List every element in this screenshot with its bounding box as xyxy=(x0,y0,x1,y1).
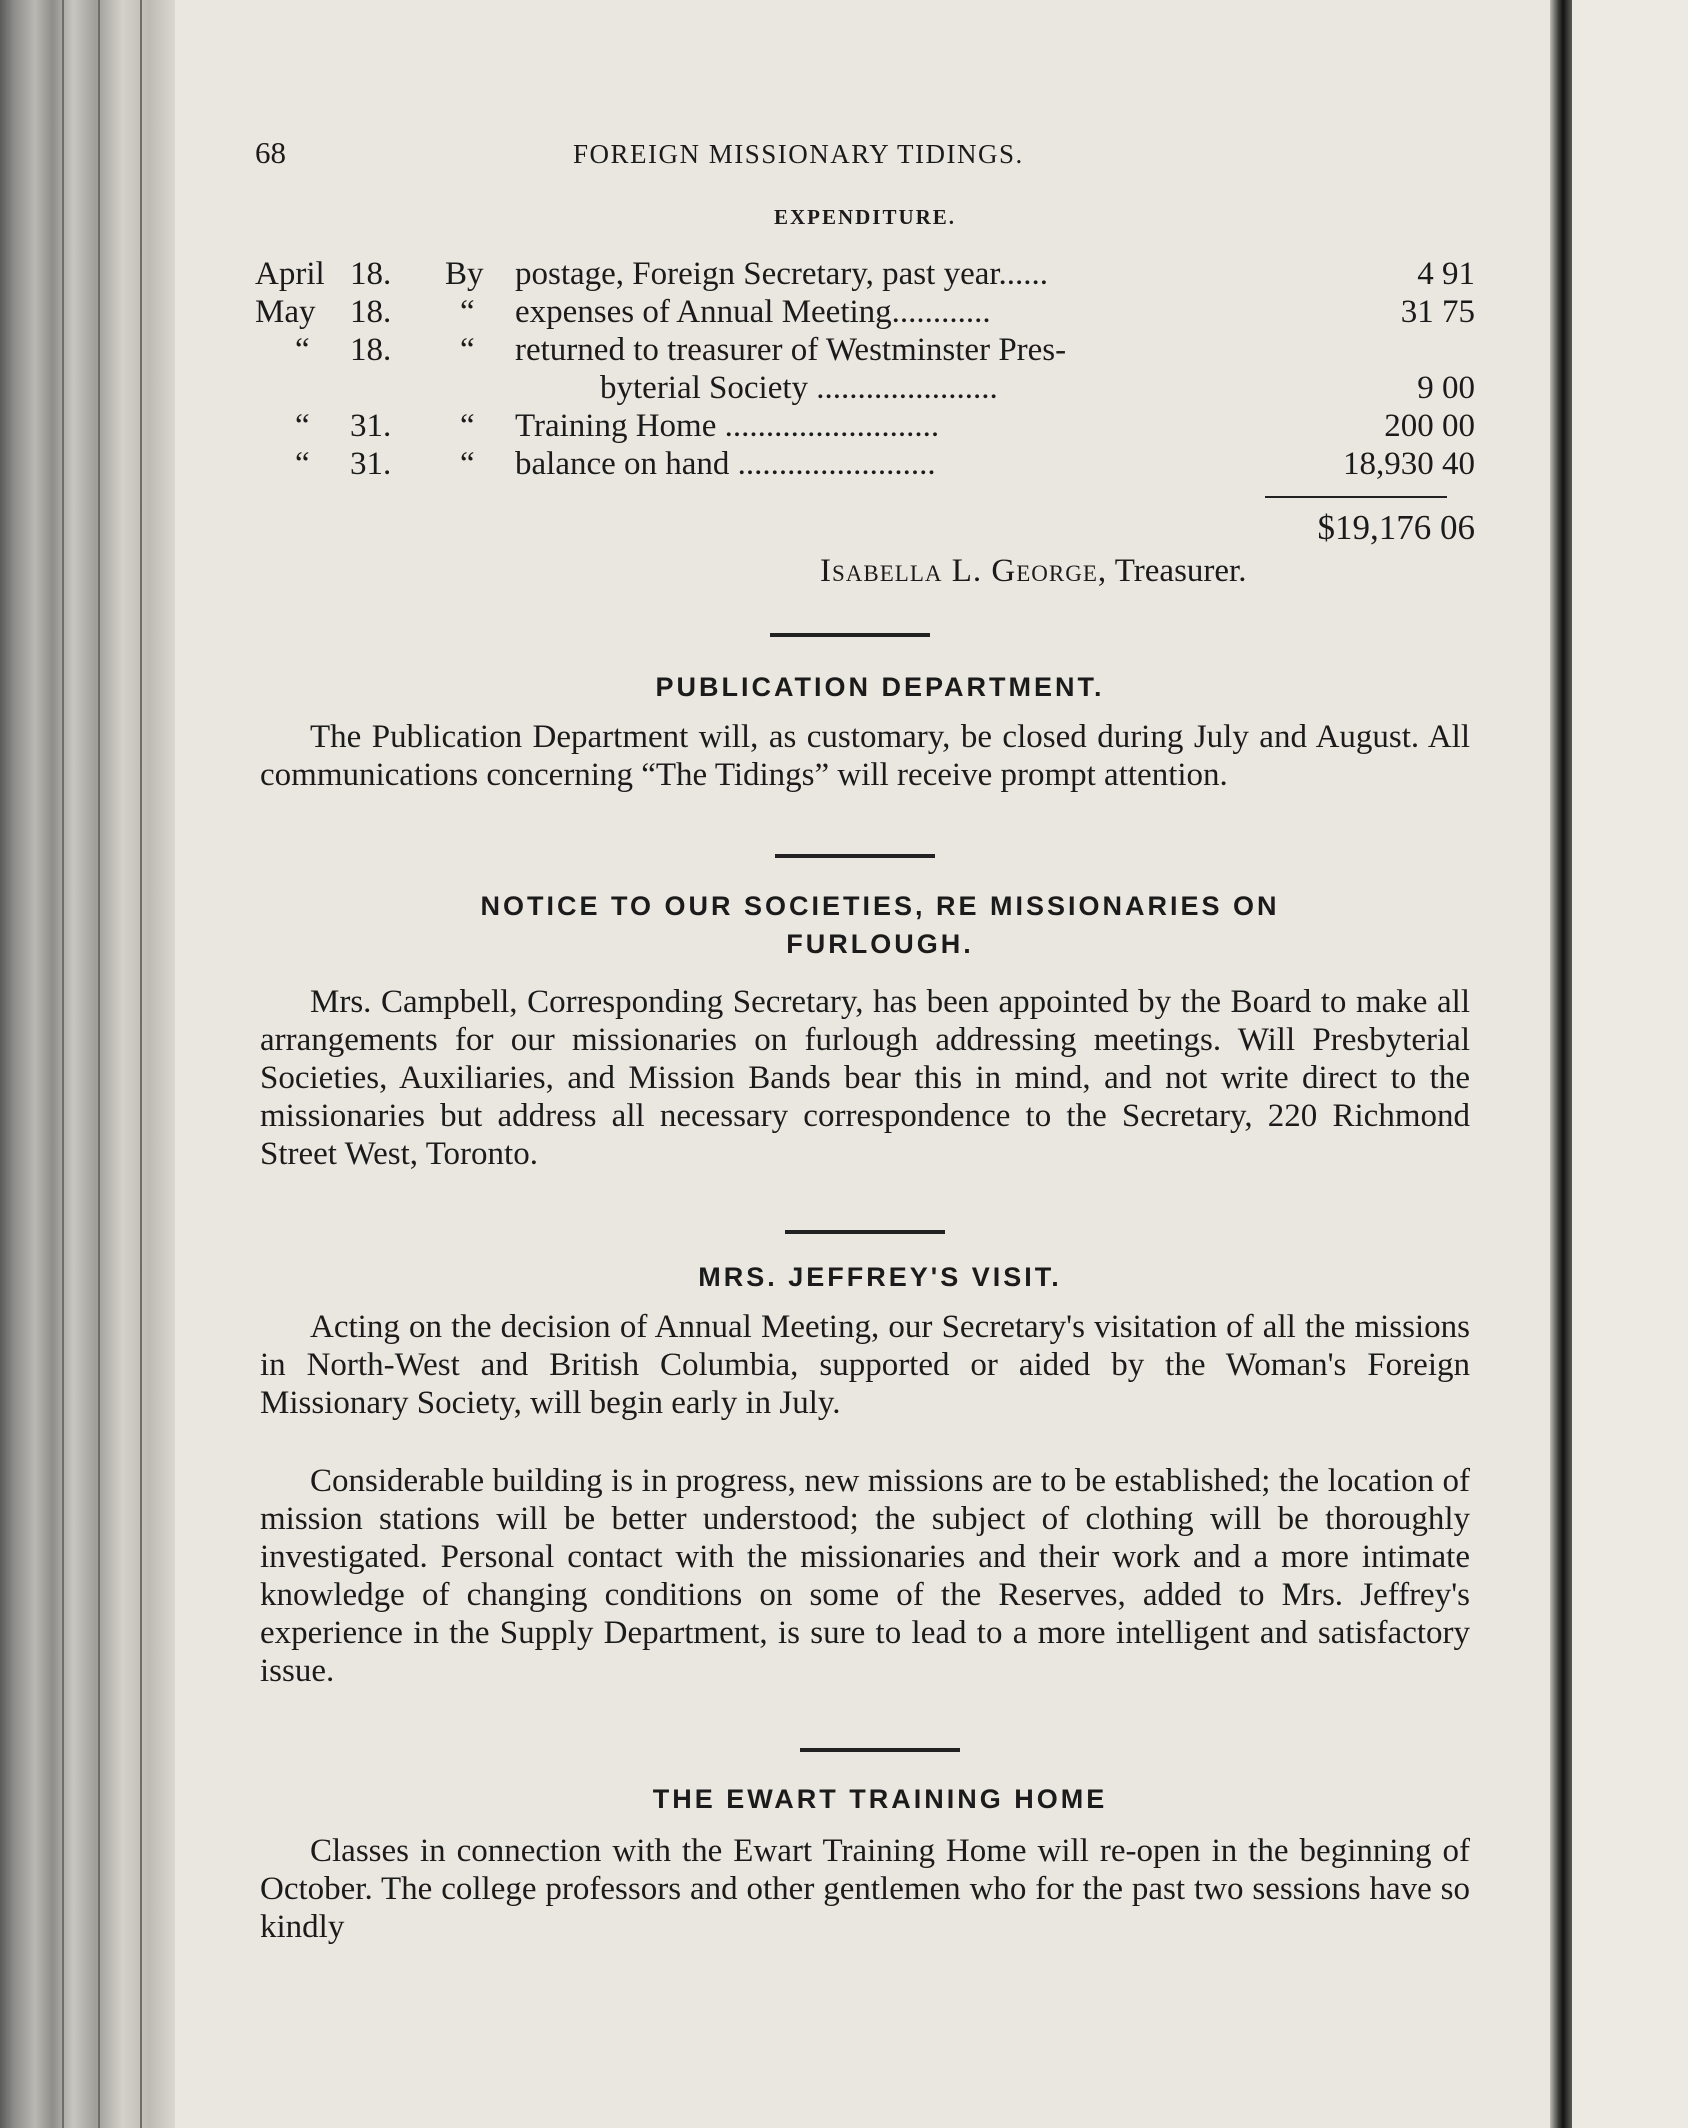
ledger-description: Training Home .......................... xyxy=(515,408,940,444)
running-title: FOREIGN MISSIONARY TIDINGS. xyxy=(573,139,1024,169)
ledger-day: 18. xyxy=(350,294,392,330)
publication-heading: PUBLICATION DEPARTMENT. xyxy=(655,672,1105,702)
notice-heading-line2: FURLOUGH. xyxy=(786,929,974,959)
ledger-row xyxy=(255,331,1475,369)
treasurer-signature xyxy=(820,553,1246,590)
book-fold xyxy=(1550,0,1572,2128)
jeffrey-paragraph-1: Acting on the decision of Annual Meeting, our Secretary's visitation of all the missions in North-West and British Columbia, supported or aided by the Woman's Foreign Missionary Society, will begin early in July. xyxy=(260,1309,1470,1421)
section-divider xyxy=(785,1230,945,1234)
ledger-row xyxy=(255,445,1475,483)
ledger-total: $19,176 06 xyxy=(1317,508,1475,547)
publication-paragraph: The Publication Department will, as customary, be closed during July and August. All communications concerning “The Tidings” will receive prompt attention. xyxy=(260,719,1470,793)
ledger-description: balance on hand ........................ xyxy=(515,446,936,482)
ewart-paragraph: Classes in connection with the Ewart Training Home will re-open in the beginning of October. The college professors and other gentlemen who for the past two sessions have so kindly xyxy=(260,1833,1470,1945)
notice-heading xyxy=(300,887,1460,963)
ledger-amount: 200 00 xyxy=(1384,408,1475,444)
signature-title: Treasurer. xyxy=(1114,553,1247,589)
ledger-prefix: “ xyxy=(460,294,475,330)
book-gutter xyxy=(0,0,175,2128)
ledger-prefix: “ xyxy=(460,408,475,444)
expenditure-heading: EXPENDITURE. xyxy=(773,205,957,229)
ledger-amount: 9 00 xyxy=(1417,370,1475,406)
page-edge-line xyxy=(62,0,64,2128)
running-head xyxy=(255,135,1485,175)
jeffrey-heading: MRS. JEFFREY'S VISIT. xyxy=(698,1262,1062,1292)
section-divider xyxy=(770,633,930,637)
page-edge-line xyxy=(140,0,142,2128)
ledger-prefix: By xyxy=(445,256,484,292)
ledger-day: 31. xyxy=(350,446,392,482)
ledger-month: “ xyxy=(295,446,310,482)
document-page xyxy=(240,0,1490,2128)
total-rule xyxy=(1265,496,1447,498)
page-number: 68 xyxy=(255,135,286,170)
ledger-month: “ xyxy=(295,408,310,444)
ledger-amount: 18,930 40 xyxy=(1343,446,1475,482)
ledger-prefix: “ xyxy=(460,332,475,368)
section-divider xyxy=(800,1748,960,1752)
ledger-row xyxy=(255,255,1475,293)
ledger-day: 31. xyxy=(350,408,392,444)
page-edge-line xyxy=(98,0,100,2128)
ledger-amount: 4 91 xyxy=(1417,256,1475,292)
ledger-row xyxy=(255,293,1475,331)
ledger-day: 18. xyxy=(350,332,392,368)
ledger-description: postage, Foreign Secretary, past year...... xyxy=(515,256,1049,292)
notice-heading-line1: NOTICE TO OUR SOCIETIES, RE MISSIONARIES ON xyxy=(480,891,1280,921)
ewart-heading: THE EWART TRAINING HOME xyxy=(652,1784,1108,1814)
ledger-day: 18. xyxy=(350,256,392,292)
ledger-month: May xyxy=(255,294,316,330)
ledger-description: byterial Society ...................... xyxy=(600,370,998,406)
signature-name: Isabella L. George, xyxy=(820,553,1108,589)
ledger-prefix: “ xyxy=(460,446,475,482)
jeffrey-paragraph-2: Considerable building is in progress, new missions are to be established; the location of mission stations will be better understood; the subject of clothing will be thoroughly investigated. Personal contact with the missionaries and their work and a more intimate knowledge of changing conditions on some of the Reserves, added to Mrs. Jeffrey's experience in the Supply Department, is sure to lead to a more intelligent and satisfactory issue. xyxy=(260,1463,1470,1689)
ledger-month: “ xyxy=(295,332,310,368)
notice-paragraph: Mrs. Campbell, Corresponding Secretary, has been appointed by the Board to make all arrangements for our missionaries on furlough addressing meetings. Will Presbyterial Societies, Auxiliaries, and Mission Bands bear this in mind, and not write direct to the missionaries but address all necessary correspondence to the Secretary, 220 Richmond Street West, Toronto. xyxy=(260,984,1470,1172)
expenditure-ledger xyxy=(255,255,1475,483)
ledger-amount: 31 75 xyxy=(1400,294,1475,330)
ledger-row xyxy=(255,407,1475,445)
ledger-month: April xyxy=(255,256,325,292)
facing-page-edge xyxy=(1572,0,1688,2128)
ledger-description: returned to treasurer of Westminster Pres- xyxy=(515,332,1067,368)
ledger-row xyxy=(255,369,1475,407)
section-divider xyxy=(775,854,935,858)
ledger-description: expenses of Annual Meeting............ xyxy=(515,294,991,330)
